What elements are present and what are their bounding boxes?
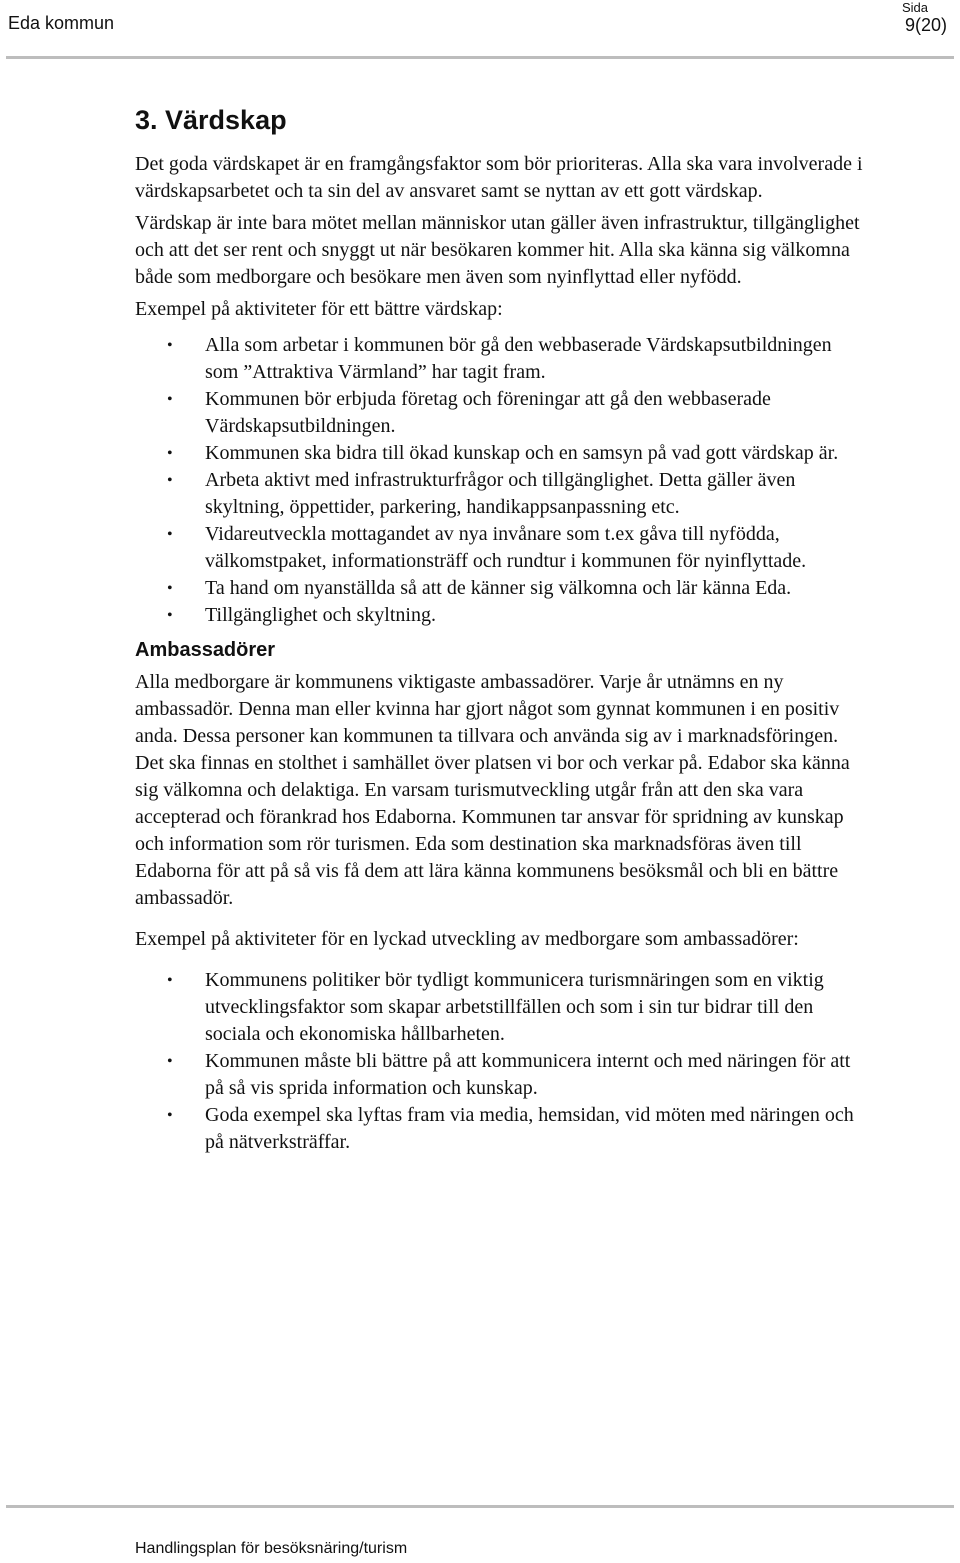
header-org-name: Eda kommun [8,13,115,33]
list-item [135,575,865,602]
bullet-list-vardskap [135,332,865,629]
bullet-dot-icon: • [167,445,173,462]
list-item-text: Kommunen ska bidra till ökad kunskap och en samsyn på vad gott värdskap är. [205,442,839,464]
list-item-text: Kommunens politiker bör tydligt kommunicera turismnäringen som en viktig utvecklingsfaktor som skapar arbetstillfällen och som i sin tur bidrar till den sociala och ekonomiska hållbarheten. [205,969,824,1045]
paragraph: Exempel på aktiviteter för ett bättre värdskap: [135,298,503,320]
bullet-dot-icon: • [167,580,173,597]
list-item [135,386,865,440]
paragraph: Det goda värdskapet är en framgångsfaktor som bör prioriteras. Alla ska vara involverade i värdskapsarbetet och ta sin del av ansvaret samt se nyttan av ett gott värdskap. [135,153,863,202]
list-item-text: Ta hand om nyanställda så att de känner sig välkomna och lär känna Eda. [205,577,792,599]
bullet-dot-icon: • [167,472,173,489]
header-page-number: 9(20) [904,15,947,35]
bullet-dot-icon: • [167,391,173,408]
bullet-dot-icon: • [167,337,173,354]
main-content [135,102,865,1161]
header-page-label: Sida [901,0,928,15]
list-item [135,521,865,575]
list-item-text: Vidareutveckla mottagandet av nya invånare som t.ex gåva till nyfödda, välkomstpaket, informationsträff och rundtur i kommunen för nyinflyttade. [205,523,807,572]
bullet-dot-icon: • [167,607,173,624]
header-divider [6,56,954,59]
list-item-text: Alla som arbetar i kommunen bör gå den webbaserade Värdskapsutbildningen som ”Attraktiva Värmland” har tagit fram. [205,334,832,383]
list-item [135,440,865,467]
list-item-text: Kommunen måste bli bättre på att kommunicera internt och med näringen för att på så vis sprida information och kunskap. [205,1050,851,1099]
list-item-text: Tillgänglighet och skyltning. [205,604,436,626]
section-title: 3. Värdskap [135,105,287,135]
list-item [135,332,865,386]
bullet-dot-icon: • [167,1107,173,1124]
list-item [135,1102,865,1156]
footer-divider [6,1505,954,1508]
list-item-text: Arbeta aktivt med infrastrukturfrågor och tillgänglighet. Detta gäller även skyltning, öppettider, parkering, handikappsanpassning etc. [205,469,796,518]
bullet-dot-icon: • [167,526,173,543]
list-item [135,967,865,1048]
paragraph: Alla medborgare är kommunens viktigaste ambassadörer. Varje år utnämns en ny ambassadör. Denna man eller kvinna har gjort något som gynnat kommunen i en positiv anda. Dessa personer kan kommunen ta tillvara och använda sig av i marknadsföringen. Det ska finnas en stolthet i samhället över platsen vi bor och verkar på. Edabor ska känna sig välkomna och delaktiga. En varsam turismutveckling utgår från att den ska vara accepterad och förankrad hos Edaborna. Kommunen tar ansvar för spridning av kunskap och information som rör turismen. Eda som destination ska marknadsföras även till Edaborna för att på så vis få dem att lära känna kommunens besöksmål och bli en bättre ambassadör. [135,671,850,909]
list-item [135,602,865,629]
bullet-dot-icon: • [167,1053,173,1070]
bullet-list-ambassadorer [135,967,865,1156]
bullet-dot-icon: • [167,972,173,989]
subsection-title: Ambassadörer [135,639,276,661]
list-item-text: Goda exempel ska lyftas fram via media, hemsidan, vid möten med näringen och på nätverksträffar. [205,1104,854,1153]
footer-title: Handlingsplan för besöksnäring/turism [135,1540,408,1557]
list-item [135,1048,865,1102]
paragraph: Exempel på aktiviteter för en lyckad utveckling av medborgare som ambassadörer: [135,928,799,950]
list-item [135,467,865,521]
list-item-text: Kommunen bör erbjuda företag och föreningar att gå den webbaserade Värdskapsutbildningen. [205,388,771,437]
paragraph: Värdskap är inte bara mötet mellan människor utan gäller även infrastruktur, tillgänglighet och att det ser rent och snyggt ut när besökaren kommer hit. Alla ska känna sig välkomna både som medborgare och besökare men även som nyinflyttad eller nyfödd. [135,212,860,288]
